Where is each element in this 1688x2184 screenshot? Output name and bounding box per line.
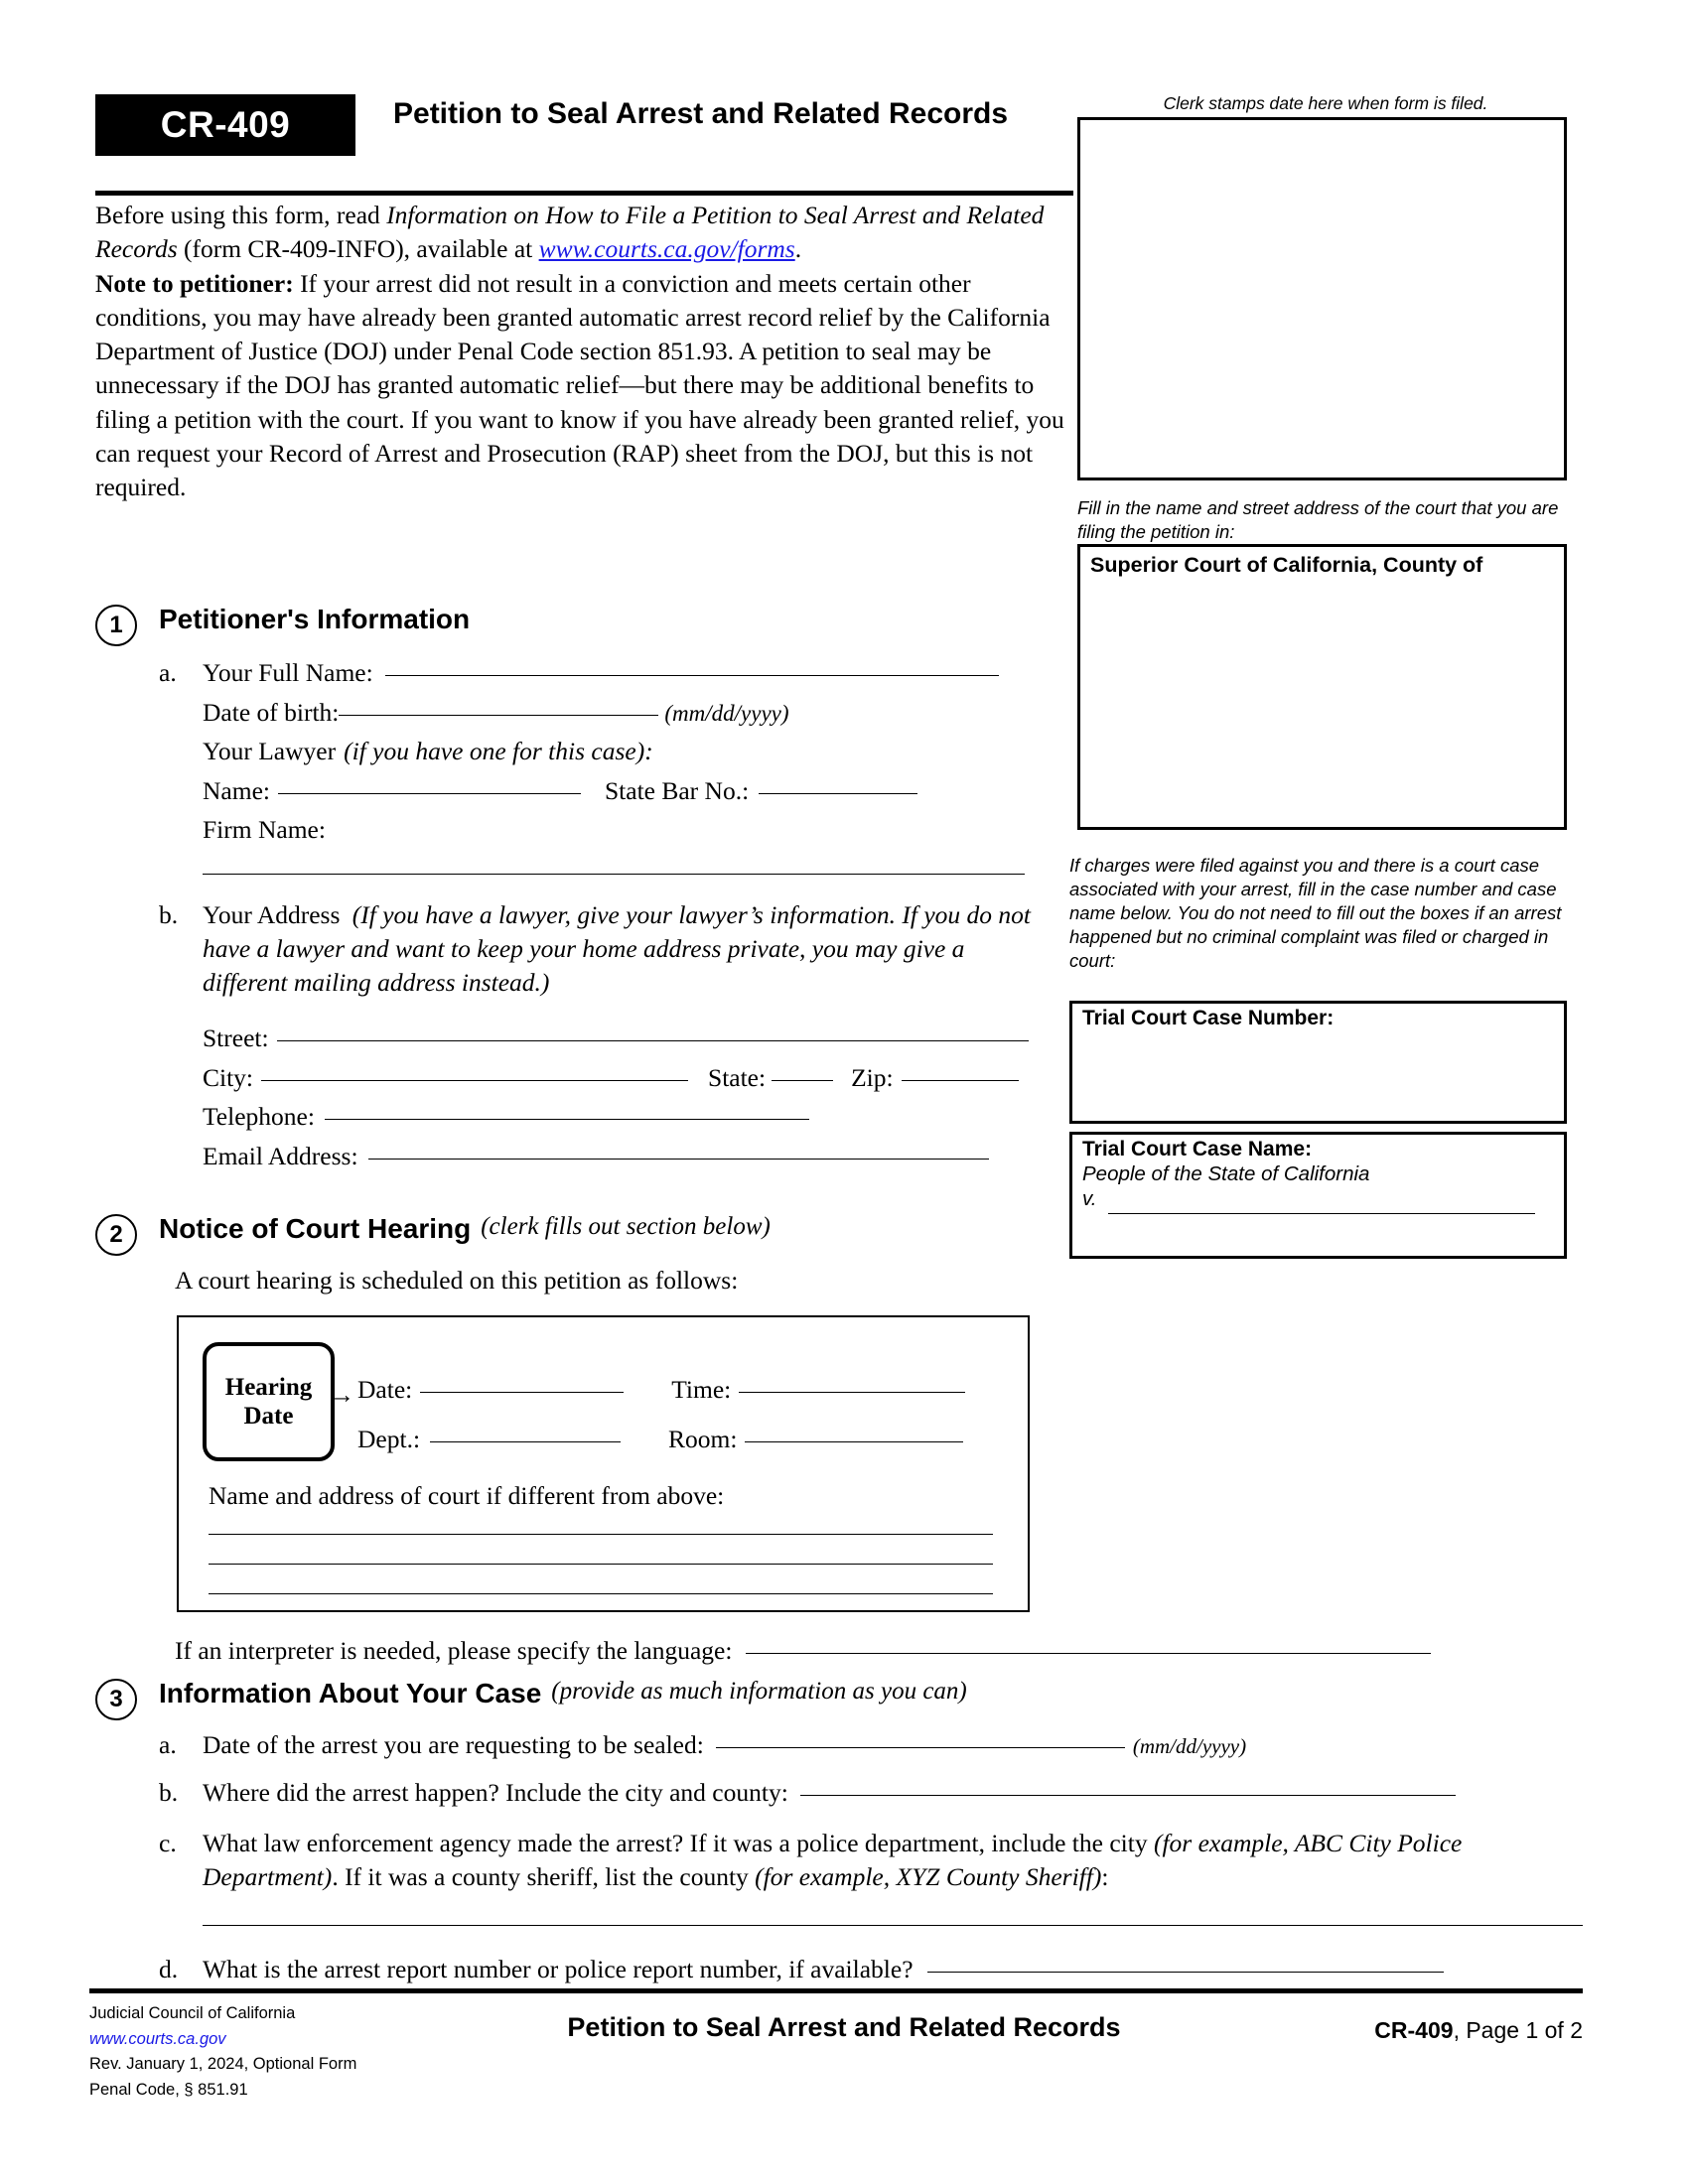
lawyer-name-label: Name: bbox=[203, 775, 270, 805]
court-address-caption: Fill in the name and street address of the court that you are filing the petition in: bbox=[1077, 497, 1559, 542]
agency-question-part-2: . If it was a county sheriff, list the county bbox=[332, 1862, 756, 1892]
trial-court-case-name-label: Trial Court Case Name: bbox=[1082, 1138, 1313, 1160]
hearing-court-address-line-2[interactable] bbox=[209, 1564, 993, 1565]
hearing-court-address-line-3[interactable] bbox=[209, 1593, 993, 1594]
section-2-title-note: (clerk fills out section below) bbox=[481, 1213, 771, 1240]
lawyer-label: Your Lawyer bbox=[203, 737, 337, 765]
dob-input[interactable] bbox=[339, 715, 658, 716]
hearing-lead-text: A court hearing is scheduled on this petition as follows: bbox=[175, 1266, 739, 1295]
telephone-input[interactable] bbox=[325, 1119, 809, 1120]
case-name-input-rule[interactable] bbox=[1108, 1213, 1535, 1214]
intro-after: (form CR-409-INFO), available at bbox=[177, 234, 539, 264]
item-letter-1a: a. bbox=[159, 658, 177, 687]
footer-title: Petition to Seal Arrest and Related Records bbox=[567, 2012, 1121, 2042]
footer-form-number: CR-409 bbox=[1374, 2017, 1454, 2043]
arrest-date-label: Date of the arrest you are requesting to be sealed: bbox=[203, 1730, 704, 1759]
section-3-title-note: (provide as much information as you can) bbox=[551, 1678, 967, 1705]
hearing-dept-input[interactable] bbox=[430, 1441, 621, 1442]
superior-court-label: Superior Court of California, County of bbox=[1090, 553, 1483, 577]
charges-instruction-caption: If charges were filed against you and there is a court case associated with your arrest, fill in the case number and case name below. You do not need to fill out the boxes if an arrest happened but no criminal complaint was filed or charged in court: bbox=[1069, 855, 1562, 972]
arrest-date-hint: (mm/dd/yyyy) bbox=[1132, 1734, 1247, 1758]
section-1-title: Petitioner's Information bbox=[159, 604, 471, 634]
hearing-tag-line-2: Date bbox=[243, 1403, 294, 1430]
hearing-tag-line-1: Hearing bbox=[224, 1373, 313, 1401]
arrest-location-label: Where did the arrest happen? Include the city and county: bbox=[203, 1777, 788, 1807]
court-address-box[interactable] bbox=[1077, 544, 1567, 830]
report-number-input[interactable] bbox=[927, 1972, 1444, 1973]
courts-forms-link[interactable]: www.courts.ca.gov/forms bbox=[538, 234, 795, 264]
revision-label: Rev. January 1, 2024, Optional Form bbox=[89, 2055, 357, 2074]
form-title: Petition to Seal Arrest and Related Records bbox=[393, 97, 1009, 130]
street-input[interactable] bbox=[277, 1040, 1029, 1041]
hearing-court-address-line-1[interactable] bbox=[209, 1534, 993, 1535]
hearing-time-input[interactable] bbox=[739, 1392, 965, 1393]
form-header bbox=[95, 94, 1073, 156]
case-name-versus: v. bbox=[1082, 1187, 1097, 1211]
hearing-room-label: Room: bbox=[668, 1425, 738, 1453]
intro-paragraph-1 bbox=[95, 199, 1078, 267]
zip-label: Zip: bbox=[851, 1062, 894, 1092]
lawyer-name-input[interactable] bbox=[278, 793, 581, 794]
header-divider bbox=[95, 191, 1073, 196]
section-3-number: 3 bbox=[95, 1679, 137, 1720]
city-input[interactable] bbox=[261, 1080, 688, 1081]
intro-before: Before using this form, read bbox=[95, 201, 387, 229]
hearing-date-tag bbox=[203, 1342, 335, 1461]
section-2-number: 2 bbox=[95, 1214, 137, 1256]
arrest-date-input[interactable] bbox=[716, 1747, 1125, 1748]
zip-input[interactable] bbox=[902, 1080, 1019, 1081]
section-3-title: Information About Your Case bbox=[159, 1678, 542, 1708]
trial-court-case-number-label: Trial Court Case Number: bbox=[1082, 1007, 1335, 1029]
footer-courts-link[interactable]: www.courts.ca.gov bbox=[89, 2029, 226, 2048]
interpreter-input[interactable] bbox=[746, 1653, 1431, 1654]
footer-page-number: , Page 1 of 2 bbox=[1453, 2017, 1583, 2043]
item-letter-3c: c. bbox=[159, 1829, 177, 1857]
state-bar-input[interactable] bbox=[759, 793, 917, 794]
hearing-time-label: Time: bbox=[671, 1375, 732, 1404]
hearing-room-input[interactable] bbox=[745, 1441, 963, 1442]
hearing-court-address-label: Name and address of court if different from above: bbox=[209, 1481, 725, 1510]
arrow-right-icon: → bbox=[330, 1382, 354, 1409]
dob-label: Date of birth: bbox=[203, 697, 340, 727]
agency-input[interactable] bbox=[203, 1925, 1583, 1926]
firm-name-label: Firm Name: bbox=[203, 815, 326, 844]
agency-question-part-1: What law enforcement agency made the arrest? If it was a police department, include the city bbox=[203, 1829, 1154, 1857]
full-name-label: Your Full Name: bbox=[203, 658, 373, 687]
item-letter-3a: a. bbox=[159, 1730, 177, 1759]
hearing-details-box bbox=[177, 1315, 1030, 1612]
trial-court-case-number-box[interactable] bbox=[1069, 1001, 1567, 1124]
address-label: Your Address bbox=[203, 900, 341, 929]
note-to-petitioner-text: If your arrest did not result in a conviction and meets certain other conditions, you may have already been granted automatic arrest record relief by the California Department of Justice (DOJ) under Penal Code section 851.93. A petition to seal may be unnecessary if the DOJ has granted automatic relief—but there may be additional benefits to filing a petition with the court. If you want to know if you have already been granted relief, you can request your Record of Arrest and Prosecution (RAP) sheet from the DOJ, but this is not required. bbox=[95, 268, 1064, 502]
intro-text-block bbox=[95, 199, 1078, 505]
clerk-stamp-box[interactable] bbox=[1077, 117, 1567, 480]
state-bar-label: State Bar No.: bbox=[604, 775, 750, 805]
email-input[interactable] bbox=[368, 1159, 989, 1160]
email-label: Email Address: bbox=[203, 1141, 358, 1170]
section-1-number: 1 bbox=[95, 605, 137, 646]
section-1b-block bbox=[159, 898, 1053, 1168]
note-to-petitioner-label: Note to petitioner: bbox=[95, 268, 294, 298]
report-number-label: What is the arrest report number or police report number, if available? bbox=[203, 1955, 914, 1984]
full-name-input[interactable] bbox=[385, 675, 999, 676]
dob-format-hint: (mm/dd/yyyy) bbox=[664, 700, 789, 726]
penal-code-label: Penal Code, § 851.91 bbox=[89, 2081, 248, 2100]
item-letter-3d: d. bbox=[159, 1955, 179, 1984]
trial-court-case-name-box[interactable] bbox=[1069, 1132, 1567, 1259]
intro-paragraph-2 bbox=[95, 267, 1078, 505]
intro-period: . bbox=[794, 234, 802, 264]
state-label: State: bbox=[708, 1062, 767, 1092]
section-1-heading bbox=[95, 604, 470, 646]
section-2-heading bbox=[95, 1213, 771, 1256]
hearing-dept-label: Dept.: bbox=[357, 1425, 421, 1453]
item-letter-1b: b. bbox=[159, 900, 179, 929]
section-1a-block bbox=[159, 660, 1053, 880]
agency-example-2: (for example, XYZ County Sheriff) bbox=[755, 1862, 1102, 1892]
city-label: City: bbox=[203, 1062, 254, 1092]
section-3-heading bbox=[95, 1678, 967, 1720]
intro-info-form-title: Information on How to File a Petition to Seal Arrest and Related Records bbox=[95, 201, 1045, 264]
interpreter-row bbox=[175, 1638, 1585, 1664]
state-input[interactable] bbox=[772, 1080, 833, 1081]
footer-page-info bbox=[1374, 2017, 1583, 2044]
case-name-people: People of the State of California bbox=[1082, 1162, 1370, 1185]
address-hint: (If you have a lawyer, give your lawyer’s information. If you do not have a lawyer and want to keep your home address private, you may give a different mailing address instead.) bbox=[203, 900, 1031, 998]
hearing-date-input[interactable] bbox=[420, 1392, 624, 1393]
judicial-council-label: Judicial Council of California bbox=[89, 2004, 296, 2022]
section-3-items bbox=[159, 1732, 1589, 1982]
street-label: Street: bbox=[203, 1024, 269, 1053]
form-number-badge: CR-409 bbox=[95, 94, 355, 156]
lawyer-hint: (if you have one for this case): bbox=[344, 737, 653, 765]
arrest-location-input[interactable] bbox=[800, 1795, 1456, 1796]
footer-divider bbox=[89, 1988, 1583, 1993]
telephone-label: Telephone: bbox=[203, 1102, 315, 1132]
clerk-stamp-caption: Clerk stamps date here when form is filed. bbox=[1163, 93, 1488, 113]
firm-name-input[interactable] bbox=[203, 874, 1025, 875]
item-letter-3b: b. bbox=[159, 1777, 179, 1807]
agency-question-part-3: : bbox=[1101, 1862, 1109, 1892]
agency-example-1: (for example, ABC City Police Department) bbox=[203, 1829, 1463, 1892]
hearing-date-label: Date: bbox=[357, 1375, 413, 1404]
interpreter-label: If an interpreter is needed, please specify the language: bbox=[175, 1636, 733, 1665]
section-2-title: Notice of Court Hearing bbox=[159, 1213, 472, 1244]
